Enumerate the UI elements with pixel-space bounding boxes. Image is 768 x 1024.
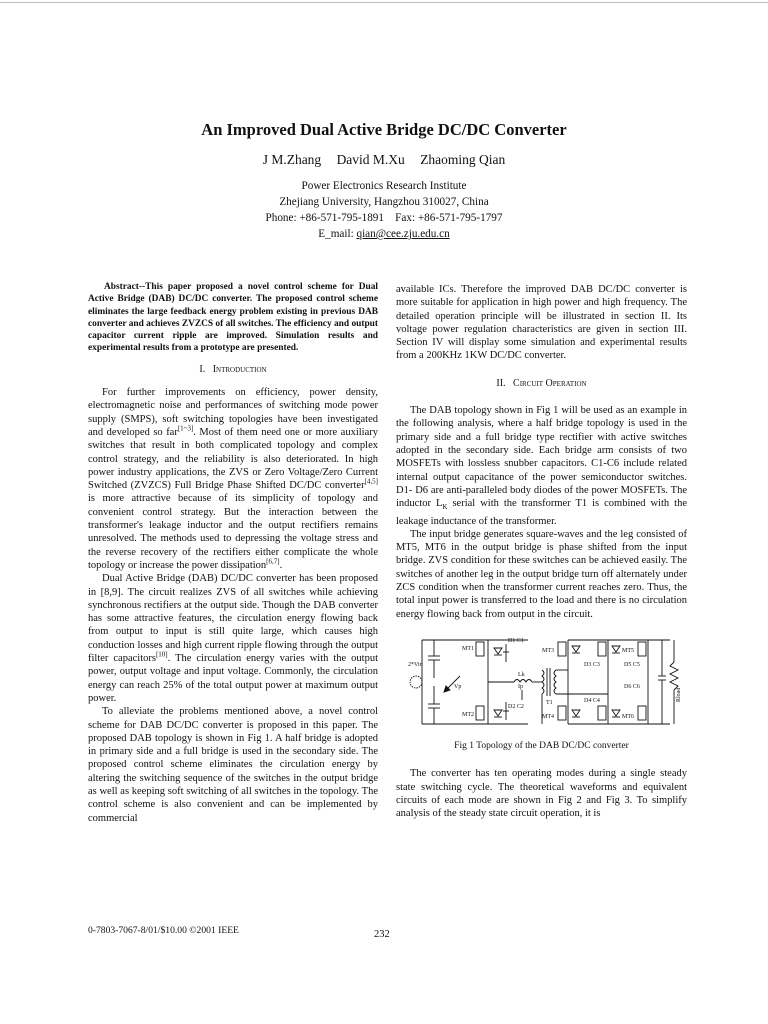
label-d5c5: D5 C5 (624, 661, 640, 668)
text-run: serial with the transformer T1 is combined with the leakage inductance of the transformer. (396, 498, 688, 527)
phone-fax: Phone: +86-571-795-1891 Fax: +86-571-795-1797 (265, 212, 503, 224)
circuit-paragraph-1 (396, 404, 687, 528)
label-mt6: MT6 (622, 713, 634, 720)
figure-1-circuit-diagram (408, 632, 682, 732)
institute: Power Electronics Research Institute (301, 180, 467, 192)
university: Zhejiang University, Hangzhou 310027, China (279, 196, 489, 208)
label-rload: Rload (676, 687, 682, 702)
dab-topology-schematic (408, 632, 682, 732)
text-run: Dual Active Bridge (DAB) DC/DC converter has been proposed in [8,9]. The circuit realizes ZVS of all switches while achieving synchronous rectifiers at the output side. Though the DAB converter has some attractive features, the circulation energy flowing back from output to input is still quite large, which causes high conduction losses and high current ripple flowing through the output filter capacitors (88, 573, 378, 665)
section-title: Circuit Operation (513, 377, 587, 389)
email-label: E_mail: (318, 228, 357, 240)
abstract: Abstract--This paper proposed a novel control scheme for Dual Active Bridge (DAB) DC/DC converter. The proposed control scheme eliminates the large feedback energy problem existing in previous DAB converter and achieves ZVZCS of all switches. The efficiency and output capacitor current ripple are improved. Simulation results and experimental results from a prototype are presented. (88, 282, 379, 354)
copyright-footer: 0-7803-7067-8/01/$10.00 ©2001 IEEE (88, 925, 239, 936)
label-lk: Lk (518, 671, 525, 678)
section-heading-introduction (88, 363, 378, 376)
citation: [1~3] (177, 424, 194, 433)
label-d3c3: D3 C3 (584, 661, 600, 668)
left-column (88, 281, 378, 825)
label-vin: 2*Vin (408, 661, 423, 668)
author-list (0, 152, 768, 168)
label-d4c4: D4 C4 (584, 697, 600, 704)
citation: [6,7] (266, 557, 280, 566)
email-line (0, 226, 768, 242)
circuit-paragraph-2: The input bridge generates square-waves and the leg consisted of MT5, MT6 in the output bridge is phase shifted from the input bridge. ZVS condition for these switches can be achieved easily. The switches of another leg in the output bridge turn off alternately under ZCS condition when the transformer current reaches zero. Thus, the total input power is transferred to the load and there is no circulation energy flowing back from output in the circuit. (396, 528, 687, 620)
label-mt1: MT1 (462, 645, 474, 652)
paper-title: An Improved Dual Active Bridge DC/DC Converter (201, 120, 567, 139)
label-vp: Vp (454, 683, 462, 690)
intro-paragraph-3: To alleviate the problems mentioned above, a novel control scheme for DAB DC/DC converter is proposed in this paper. The proposed DAB topology is shown in Fig 1. A half bridge is adopted in primary side and a full bridge is used in the secondary side. The proposed control scheme eliminates the circulation energy by altering the switching sequence of the switches in the output bridge as well as keeping soft switching of all switches in the topology. The control scheme is also convenient and can be implemented by commercial (88, 706, 378, 824)
section-number: I. (199, 363, 206, 375)
label-mt4: MT4 (542, 713, 554, 720)
section-number: II. (496, 377, 506, 389)
intro-continuation-paragraph: available ICs. Therefore the improved DAB DC/DC converter is more suitable for application in high power and high frequency. The detailed operation principle will be illustrated in section II. Its voltage power regulation characteristics are given in section III. Section IV will display some simulation and experimental results from a 200KHz 1KW DC/DC converter. (396, 284, 687, 362)
affiliation-block (0, 178, 768, 242)
label-mt2: MT2 (462, 711, 474, 718)
section-title: Introduction (212, 363, 267, 375)
intro-paragraph-2 (88, 572, 378, 705)
text-run: . (279, 559, 283, 571)
label-t1: T1 (546, 699, 553, 706)
right-column (396, 283, 687, 820)
figure-1-caption: Fig 1 Topology of the DAB DC/DC converter (454, 740, 629, 751)
text-run: . The circulation energy varies with the output power, output voltage and input voltage. Commonly, the circulation energy can reach 25% of the total output power at maximum output power. (88, 653, 379, 704)
subscript: K (442, 503, 448, 512)
email-link[interactable]: qian@cee.zju.edu.cn (356, 228, 450, 240)
citation: [10] (155, 650, 168, 659)
page-number: 232 (374, 929, 390, 940)
label-mt5: MT5 (622, 647, 634, 654)
citation: [4,5] (364, 477, 378, 486)
section-heading-circuit-operation (396, 377, 687, 390)
label-d1c1: D1 C1 (508, 637, 524, 644)
text-run: is more attractive because of its simplicity of topology and convenient control strategy. But the interaction between the transformer's leakage inductor and the output rectifiers remains unresolved. The methods used to depressing the voltage stress and the reverse recovery of the rectifiers either complicate the whole topology or increase the power dissipation (88, 493, 378, 571)
page-top-rule (0, 2, 768, 3)
text-run: The DAB topology shown in Fig 1 will be used as an example in the following analysis, where a half bridge topology is used in the primary side and a full bridge type rectifier with active switches adopted in the secondary side. Each bridge arm consists of two MOSFETs with lossless snubber capacitors. C1-C6 include related internal output capacitance of the power semiconductor switches. D1- D6 are anti-paralleled body diodes of the power MOSFETs. The inductor L (396, 405, 687, 510)
label-d6c6: D6 C6 (624, 683, 640, 690)
label-mt3: MT3 (542, 647, 554, 654)
circuit-paragraph-3: The converter has ten operating modes during a single steady state switching cycle. The theoretical waveforms and equivalent circuits of each mode are shown in Fig 2 and Fig 3. To simplify analysis of the steady state circuit operation, it is (396, 768, 687, 820)
author-3: Zhaoming Qian (420, 152, 506, 167)
label-d2c2: D2 C2 (508, 703, 524, 710)
author-1: J M.Zhang (262, 152, 322, 167)
text-run: . Most of them need one or more auxiliary switches that result in both complicated topology and complex control strategy, and the reliability is also deteriorated. In high power industry applications, the ZVS or Zero Voltage/Zero Current Switched (ZVZCS) Full Bridge Phase Shifted DC/DC converter (88, 426, 378, 492)
author-2: David M.Xu (336, 152, 405, 167)
text-run: For further improvements on efficiency, power density, electromagnetic noise and performances of switching mode power supply (SMPS), soft switching topologies have been investigated and developed so far (88, 387, 378, 438)
intro-paragraph-1 (88, 386, 378, 572)
label-ip: Ip (518, 683, 523, 690)
